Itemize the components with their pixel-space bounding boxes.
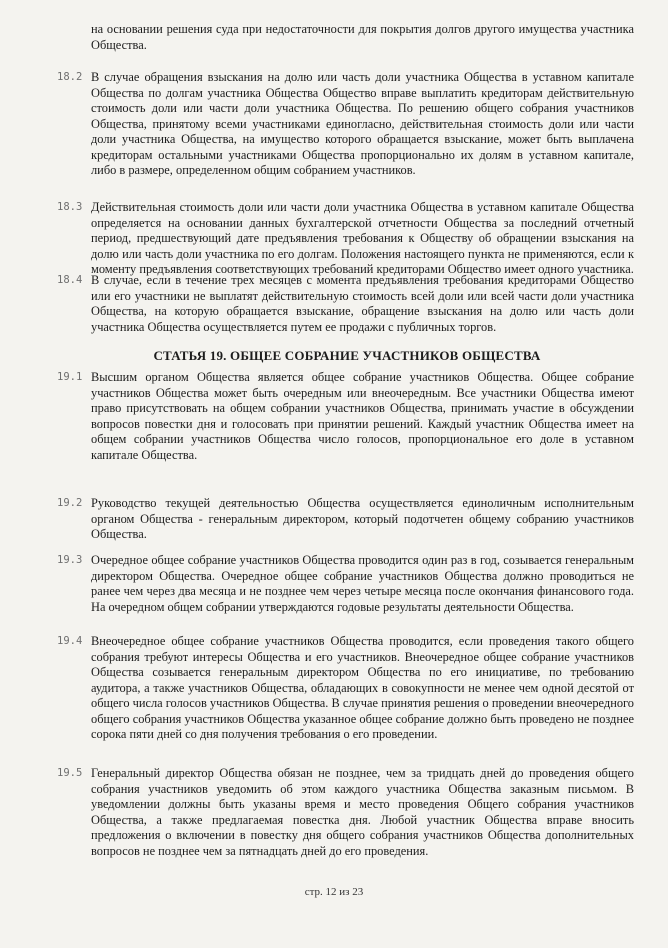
paragraph-19-4 — [57, 634, 634, 743]
paragraph-19-2 — [57, 496, 634, 543]
paragraph-19-3 — [57, 553, 634, 615]
page-number: стр. 12 из 23 — [304, 886, 364, 898]
paragraph-text: В случае, если в течение трех месяцев с момента предъявления требования кредиторами Общество или его участники не выплатят действительную стоимость всей доли или всей части доли участника Общества, на которую обращается взыскание, обращение взыскания на долю или часть доли участника Общества осуществляется путем ее продажи с публичных торгов. — [91, 273, 634, 334]
paragraph-text: Высшим органом Общества является общее собрание участников Общества. Общее собрание участников Общества может быть очередным или внеочередным. Все участники Общества имеют право присутствовать на общем собрании участников Общества, принимать участие в обсуждении вопросов повестки дня и голосовать при принятии решений. Каждый участник Общества имеет на общем собрании участников Общества число голосов, пропорциональное его доле в уставном капитале Общества. — [91, 370, 634, 462]
paragraph-18-1-continuation — [91, 22, 634, 53]
paragraph-text: Действительная стоимость доли или части доли участника Общества в уставном капитале Общества определяется на основании данных бухгалтерской отчетности Общества за последний отчетный период, предшествующий дате предъявления требования к Обществу об обращении взыскания на долю или часть доли участника по его долгам. Положения настоящего пункта не применяются, если к моменту предъявления соответствующих требований кредиторами Общество имеет одного участника. — [91, 200, 634, 276]
paragraph-text: В случае обращения взыскания на долю или часть доли участника Общества в уставном капитале Общества по долгам участника Общества Общество вправе выплатить кредиторам действительную стоимость доли или части доли участника Общества. По решению общего собрания участников Общества, принятому всеми участниками единогласно, действительная стоимость доли или части доли участника Общества, на имущество которого обращается взыскание, может быть выплачена кредиторам остальными участниками Общества пропорционально их долям в уставном капитале, либо в размере, определенном общим собранием участников. — [91, 70, 634, 177]
paragraph-number: 19.5 — [57, 767, 83, 779]
article-19-heading: СТАТЬЯ 19. ОБЩЕЕ СОБРАНИЕ УЧАСТНИКОВ ОБЩЕСТВА — [153, 348, 541, 363]
paragraph-text: Генеральный директор Общества обязан не позднее, чем за тридцать дней до проведения общего собрания участников уведомить об этом каждого участника Общества заказным письмом. В уведомлении должны быть указаны время и место проведения Общего собрания участников Общества, а также предлагаемая повестка дня. Любой участник Общества вправе вносить предложения о включении в повестку дня общего собрания участников Общества дополнительных вопросов не позднее чем за пятнадцать дней до его проведения. — [91, 766, 634, 858]
paragraph-text: Внеочередное общее собрание участников Общества проводится, если проведения такого общего собрания требуют интересы Общества и его участников. Внеочередное общее собрание участников Общества созывается генеральным директором Общества по его инициативе, по требованию аудитора, а также участников Общества, обладающих в совокупности не менее чем одной десятой от общего числа голосов участников Общества. В случае принятия решения о проведении внеочередного общего собрания участников Общества указанное общее собрание должно быть проведено не позднее сорока пяти дней со дня получения требования о его проведении. — [91, 634, 634, 741]
paragraph-18-4 — [57, 273, 634, 335]
paragraph-number: 18.3 — [57, 201, 83, 213]
paragraph-number: 19.3 — [57, 554, 83, 566]
paragraph-number: 18.2 — [57, 71, 83, 83]
paragraph-18-2 — [57, 70, 634, 179]
paragraph-19-5 — [57, 766, 634, 859]
paragraph-text: на основании решения суда при недостаточности для покрытия долгов другого имущества участника Общества. — [91, 22, 634, 52]
paragraph-number: 18.4 — [57, 274, 83, 286]
paragraph-18-3 — [57, 200, 634, 278]
paragraph-number: 19.1 — [57, 371, 83, 383]
paragraph-number: 19.4 — [57, 635, 83, 647]
paragraph-19-1 — [57, 370, 634, 463]
paragraph-text: Руководство текущей деятельностью Общества осуществляется единоличным исполнительным органом Общества - генеральным директором, который подотчетен общему собранию участников Общества. — [91, 496, 634, 541]
paragraph-number: 19.2 — [57, 497, 83, 509]
paragraph-text: Очередное общее собрание участников Общества проводится один раз в год, созывается генеральным директором Общества. Очередное общее собрание участников Общества должно проводиться не ранее чем через два месяца и не позднее чем через четыре месяца после окончания финансового года. На очередном общем собрании утверждаются годовые результаты деятельности Общества. — [91, 553, 634, 614]
